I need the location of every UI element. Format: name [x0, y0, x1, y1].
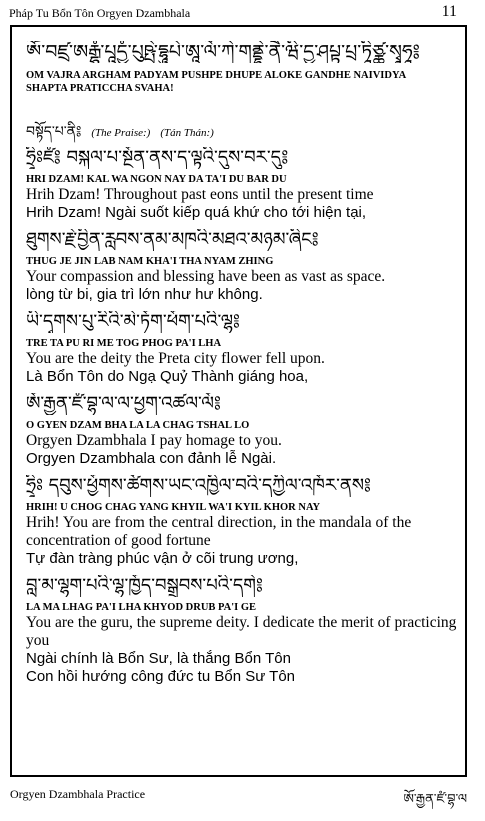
- verse-6: [26, 575, 457, 686]
- verse-vietnamese: lòng từ bi, gia trì lớn như hư không.: [26, 286, 263, 303]
- page-number: 11: [441, 3, 457, 20]
- footer-tibetan-title: ཨོ་རྒྱན་ཛཾ་བྷ་ལ: [403, 792, 467, 807]
- verse-vietnamese: Hrih Dzam! Ngài suốt kiếp quá khứ cho tới hiện tại,: [26, 204, 367, 221]
- footer-title: Orgyen Dzambhala Practice: [10, 787, 146, 801]
- mantra-block: [26, 41, 457, 95]
- verse-translit: O GYEN DZAM BHA LA LA CHAG TSHAL LO: [26, 420, 250, 431]
- verse-2: [26, 229, 457, 304]
- content-frame: [10, 25, 467, 777]
- verse-translit: LA MA LHAG PA'I LHA KHYOD DRUB PA'I GE: [26, 602, 257, 613]
- verse-translit: TRE TA PU RI ME TOG PHOG PA'I LHA: [26, 338, 222, 349]
- verse-english: Hrih Dzam! Throughout past eons until the present time: [26, 186, 374, 203]
- verse-english: Orgyen Dzambhala I pay homage to you.: [26, 432, 282, 449]
- verse-english: You are the deity the Preta city flower fell upon.: [26, 350, 325, 367]
- verse-1: [26, 147, 457, 222]
- verse-tibetan: ཧྲཱིཿཛཾ༔ བསྐལ་པ་སྔོན་ནས་ད་ལྟའི་དུས་བར་དུ༔: [26, 147, 289, 168]
- verse-3: [26, 311, 457, 386]
- verse-vietnamese: Tự đàn tràng phúc vận ở cõi trung ương,: [26, 550, 299, 567]
- praise-vietnamese: (Tán Thán:): [160, 127, 214, 139]
- verse-tibetan: ཧྲཱིཿ དབུས་ཕྱོགས་ཚོགས་ཡང་འཁྱིལ་བའི་དཀྱིལ་འཁོར་ནས༔: [26, 475, 371, 496]
- verse-vietnamese: Orgyen Dzambhala con đảnh lễ Ngài.: [26, 450, 277, 467]
- verse-translit: THUG JE JIN LAB NAM KHA'I THA NYAM ZHING: [26, 256, 274, 267]
- verse-4: [26, 393, 457, 468]
- praise-tibetan: བསྟོད་པ་ནི༔: [26, 124, 82, 140]
- verse-english: Hrih! You are from the central direction, in the mandala of the concentration of good fortune: [26, 514, 412, 549]
- verse-translit: HRI DZAM! KAL WA NGON NAY DA TA'I DU BAR DU: [26, 174, 287, 185]
- verse-tibetan: ཨོ་རྒྱན་ཛཾ་བྷ་ལ་ལ་ཕྱག་འཚལ་ལོ༔: [26, 393, 221, 414]
- praise-english: (The Praise:): [91, 127, 151, 139]
- verse-vietnamese-2: Con hồi hướng công đức tu Bổn Sư Tôn: [26, 668, 296, 685]
- verse-tibetan: ཡི་དྭགས་པུ་རིའི་མེ་ཏོག་ཕོག་པའི་ལྷ༔: [26, 311, 240, 332]
- verse-translit: HRIH! U CHOG CHAG YANG KHYIL WA'I KYIL KHOR NAY: [26, 502, 321, 513]
- verse-tibetan: ཐུགས་རྗེ་བྱིན་རླབས་ནམ་མཁའི་མཐའ་མཉམ་ཞིང༔: [26, 229, 319, 250]
- praise-heading: [26, 121, 457, 143]
- mantra-translit-line1: OM VAJRA ARGHAM PADYAM PUSHPE DHUPE ALOKE GANDHE NAIVIDYA: [26, 70, 407, 81]
- verse-english: You are the guru, the supreme deity. I dedicate the merit of practicing you: [26, 614, 457, 649]
- verse-tibetan: བླ་མ་ལྷག་པའི་ལྷ་ཁྱོད་བསྒྲུབས་པའི་དགེ༔: [26, 575, 263, 596]
- verse-5: [26, 475, 457, 568]
- content-body: [26, 41, 457, 686]
- verse-vietnamese: Ngài chính là Bổn Sư, là thắng Bổn Tôn: [26, 650, 291, 667]
- mantra-translit-line2: SHAPTA PRATICCHA SVAHA!: [26, 83, 174, 94]
- page-header-title: Pháp Tu Bổn Tôn Orgyen Dzambhala: [9, 6, 191, 20]
- verse-english: Your compassion and blessing have been as vast as space.: [26, 268, 386, 285]
- verse-vietnamese: Là Bổn Tôn do Ngạ Quỷ Thành giáng hoa,: [26, 368, 309, 385]
- mantra-tibetan: ཨོཾ་བཛྲ་ཨརྒྷཾ་པཱདྱཾ་པུཥྤེ་དྷཱུཔེ་ཨཱ་ལོ་ཀེ་གནྡྷེ་ནཻ་ཝི་དྱ་ཤཔྟ་པྲ་ཏཱིཙྪ་སྭཱཧཱ༔: [26, 41, 420, 63]
